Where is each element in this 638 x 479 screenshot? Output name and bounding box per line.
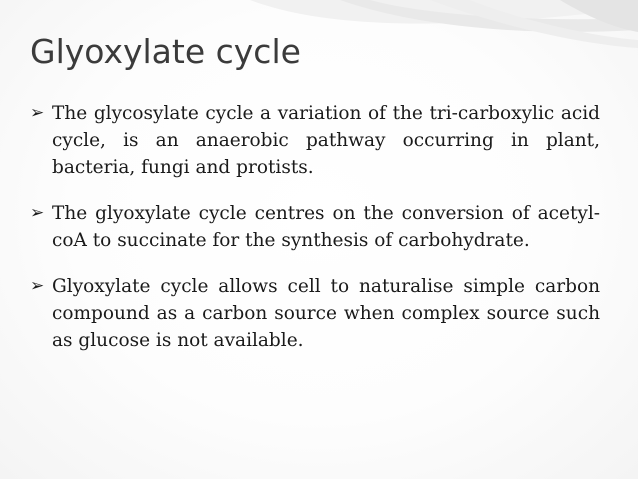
bullet-text: Glyoxylate cycle allows cell to naturalise simple carbon compound as a carbon source when complex source such as glucose is not available.: [52, 276, 600, 351]
arrowhead-bullet-icon: ➢: [30, 103, 45, 123]
arrowhead-bullet-icon: ➢: [30, 276, 45, 296]
bullet-item: [30, 100, 600, 181]
bullet-list: [30, 100, 600, 373]
bullet-item: [30, 200, 600, 254]
bullet-item: [30, 273, 600, 354]
bullet-text: The glyoxylate cycle centres on the conversion of acetyl-coA to succinate for the synthesis of carbohydrate.: [52, 203, 600, 251]
arrowhead-bullet-icon: ➢: [30, 203, 45, 223]
slide-title: Glyoxylate cycle: [30, 32, 301, 71]
bullet-text: The glycosylate cycle a variation of the tri-carboxylic acid cycle, is an anaerobic pathway occurring in plant, bacteria, fungi and protists.: [52, 103, 600, 178]
